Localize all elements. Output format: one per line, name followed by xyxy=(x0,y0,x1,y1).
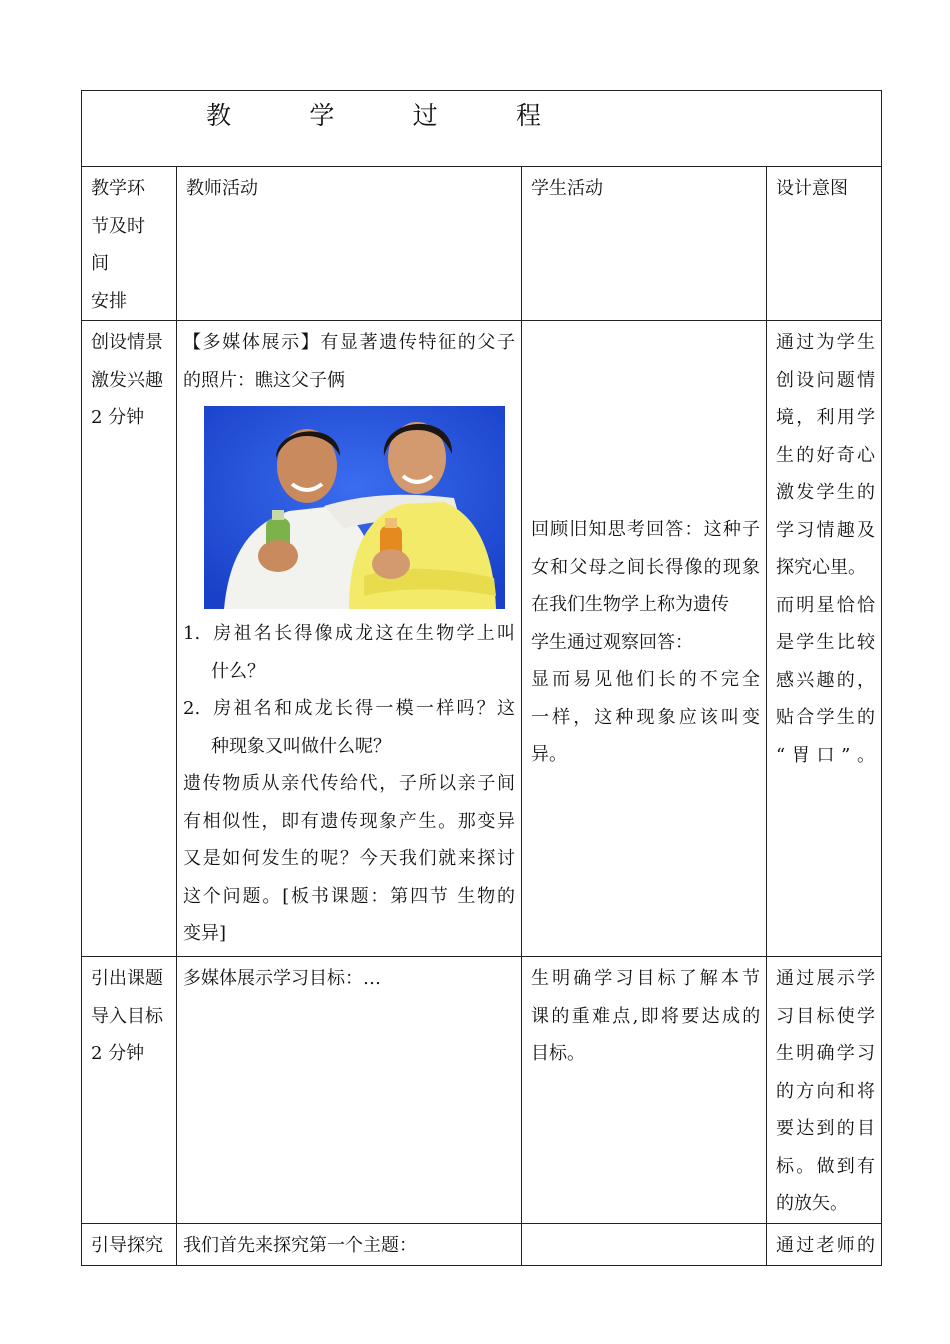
student-line: 显而易见他们长的不完全 xyxy=(531,669,760,690)
student-line: 在我们生物学上称为遗传 xyxy=(531,594,729,615)
question-text: 房祖名长得像成龙这在生物学上叫 xyxy=(211,623,515,644)
stage-line: 创设情景 xyxy=(91,332,163,353)
intent-line: 境，利用学 xyxy=(776,407,875,428)
stage-line: 2 分钟 xyxy=(91,1043,145,1064)
header-stage-line: 教学环 xyxy=(91,178,145,199)
row2-teacher xyxy=(177,957,522,1224)
student-line: 生明确学习目标了解本节 xyxy=(531,968,760,989)
header-stage xyxy=(82,167,177,321)
intent-line: 创设问题情 xyxy=(776,369,875,391)
title-char: 过 xyxy=(412,101,438,130)
header-intent: 设计意图 xyxy=(767,167,882,321)
table-title xyxy=(206,94,541,135)
row1-stage xyxy=(82,321,177,957)
student-line: 学生通过观察回答： xyxy=(531,631,693,653)
intent-line: 贴合学生的 xyxy=(776,707,875,728)
teacher-line: 【多媒体展示】有显著遗传特征的父子 xyxy=(183,332,515,353)
intent-line: 习目标使学 xyxy=(776,1005,875,1027)
header-teacher: 教师活动 xyxy=(177,167,522,321)
stage-line: 引出课题 xyxy=(91,968,163,989)
teacher-line: 又是如何发生的呢？今天我们就来探讨 xyxy=(183,848,515,869)
intent-line: 感兴趣的， xyxy=(776,669,875,691)
header-stage-line: 节及时 xyxy=(91,215,145,237)
row2-student xyxy=(522,957,767,1224)
stage-line: 激发兴趣 xyxy=(91,369,163,391)
title-cell xyxy=(82,91,882,167)
row2-stage xyxy=(82,957,177,1224)
stage-line: 2 分钟 xyxy=(91,407,145,428)
intent-line: 激发学生的 xyxy=(776,482,875,503)
header-stage-line: 安排 xyxy=(91,290,127,312)
question-line xyxy=(183,615,515,653)
intent-line: 生明确学习 xyxy=(776,1043,875,1064)
row3-teacher xyxy=(177,1224,522,1266)
teacher-line: 遗传物质从亲代传给代，子所以亲子间 xyxy=(183,773,515,794)
intent-line: 通过老师的 xyxy=(776,1235,875,1256)
row3-intent xyxy=(767,1224,882,1266)
question-line xyxy=(183,690,515,728)
teacher-line: 多媒体展示学习目标：… xyxy=(183,968,381,989)
student-line: 回顾旧知思考回答：这种子 xyxy=(531,519,760,540)
question-line: 种现象又叫做什么呢？ xyxy=(211,735,391,757)
intent-line: 要达到的目 xyxy=(776,1118,875,1139)
intent-line: “胃口”。 xyxy=(776,744,875,766)
table-row xyxy=(82,957,882,1224)
title-char: 程 xyxy=(515,101,541,130)
table-row xyxy=(82,1224,882,1266)
intent-line: 而明星恰恰 xyxy=(776,594,875,616)
teacher-line: 有相似性，即有遗传现象产生。那变异 xyxy=(183,810,515,832)
title-char: 教 xyxy=(206,101,232,130)
question-line: 什么？ xyxy=(211,660,265,682)
question-number: 2. xyxy=(183,698,201,719)
student-line: 课的重难点,即将要达成的 xyxy=(531,1005,760,1027)
photo-illustration xyxy=(204,406,505,609)
lesson-plan-table xyxy=(81,90,882,1266)
question-number: 1. xyxy=(183,623,201,644)
table-row xyxy=(82,321,882,957)
student-line: 异。 xyxy=(531,744,567,765)
header-row xyxy=(82,167,882,321)
stage-line: 引导探究 xyxy=(91,1235,163,1256)
intent-line: 探究心里。 xyxy=(776,557,866,578)
student-line: 女和父母之间长得像的现象 xyxy=(531,556,760,578)
intent-line: 学习情趣及 xyxy=(776,519,875,541)
title-char: 学 xyxy=(309,101,335,130)
teacher-line: 的照片：瞧这父子俩 xyxy=(183,369,345,391)
teacher-line: 这个问题。[板书课题：第四节 生物的 xyxy=(183,885,515,907)
student-line: 目标。 xyxy=(531,1043,585,1064)
intent-line: 通过展示学 xyxy=(776,968,875,989)
row1-teacher xyxy=(177,321,522,957)
row1-intent xyxy=(767,321,882,957)
intent-line: 的放矢。 xyxy=(776,1193,848,1214)
teacher-line: 变异] xyxy=(183,923,227,944)
question-text: 房祖名和成龙长得一模一样吗？这 xyxy=(211,698,515,719)
student-line: 一样，这种现象应该叫变 xyxy=(531,706,760,728)
row3-stage xyxy=(82,1224,177,1266)
header-stage-line: 间 xyxy=(91,253,109,274)
intent-line: 的方向和将 xyxy=(776,1080,875,1102)
row3-student xyxy=(522,1224,767,1266)
intent-line: 标。做到有 xyxy=(776,1155,875,1177)
title-row xyxy=(82,91,882,167)
intent-line: 通过为学生 xyxy=(776,332,875,353)
intent-line: 生的好奇心 xyxy=(776,444,875,466)
stage-line: 导入目标 xyxy=(91,1005,163,1027)
teacher-line: 我们首先来探究第一个主题： xyxy=(183,1235,417,1256)
header-student: 学生活动 xyxy=(522,167,767,321)
row1-student xyxy=(522,321,767,957)
intent-line: 是学生比较 xyxy=(776,632,875,653)
row2-intent xyxy=(767,957,882,1224)
father-son-photo xyxy=(204,406,505,609)
